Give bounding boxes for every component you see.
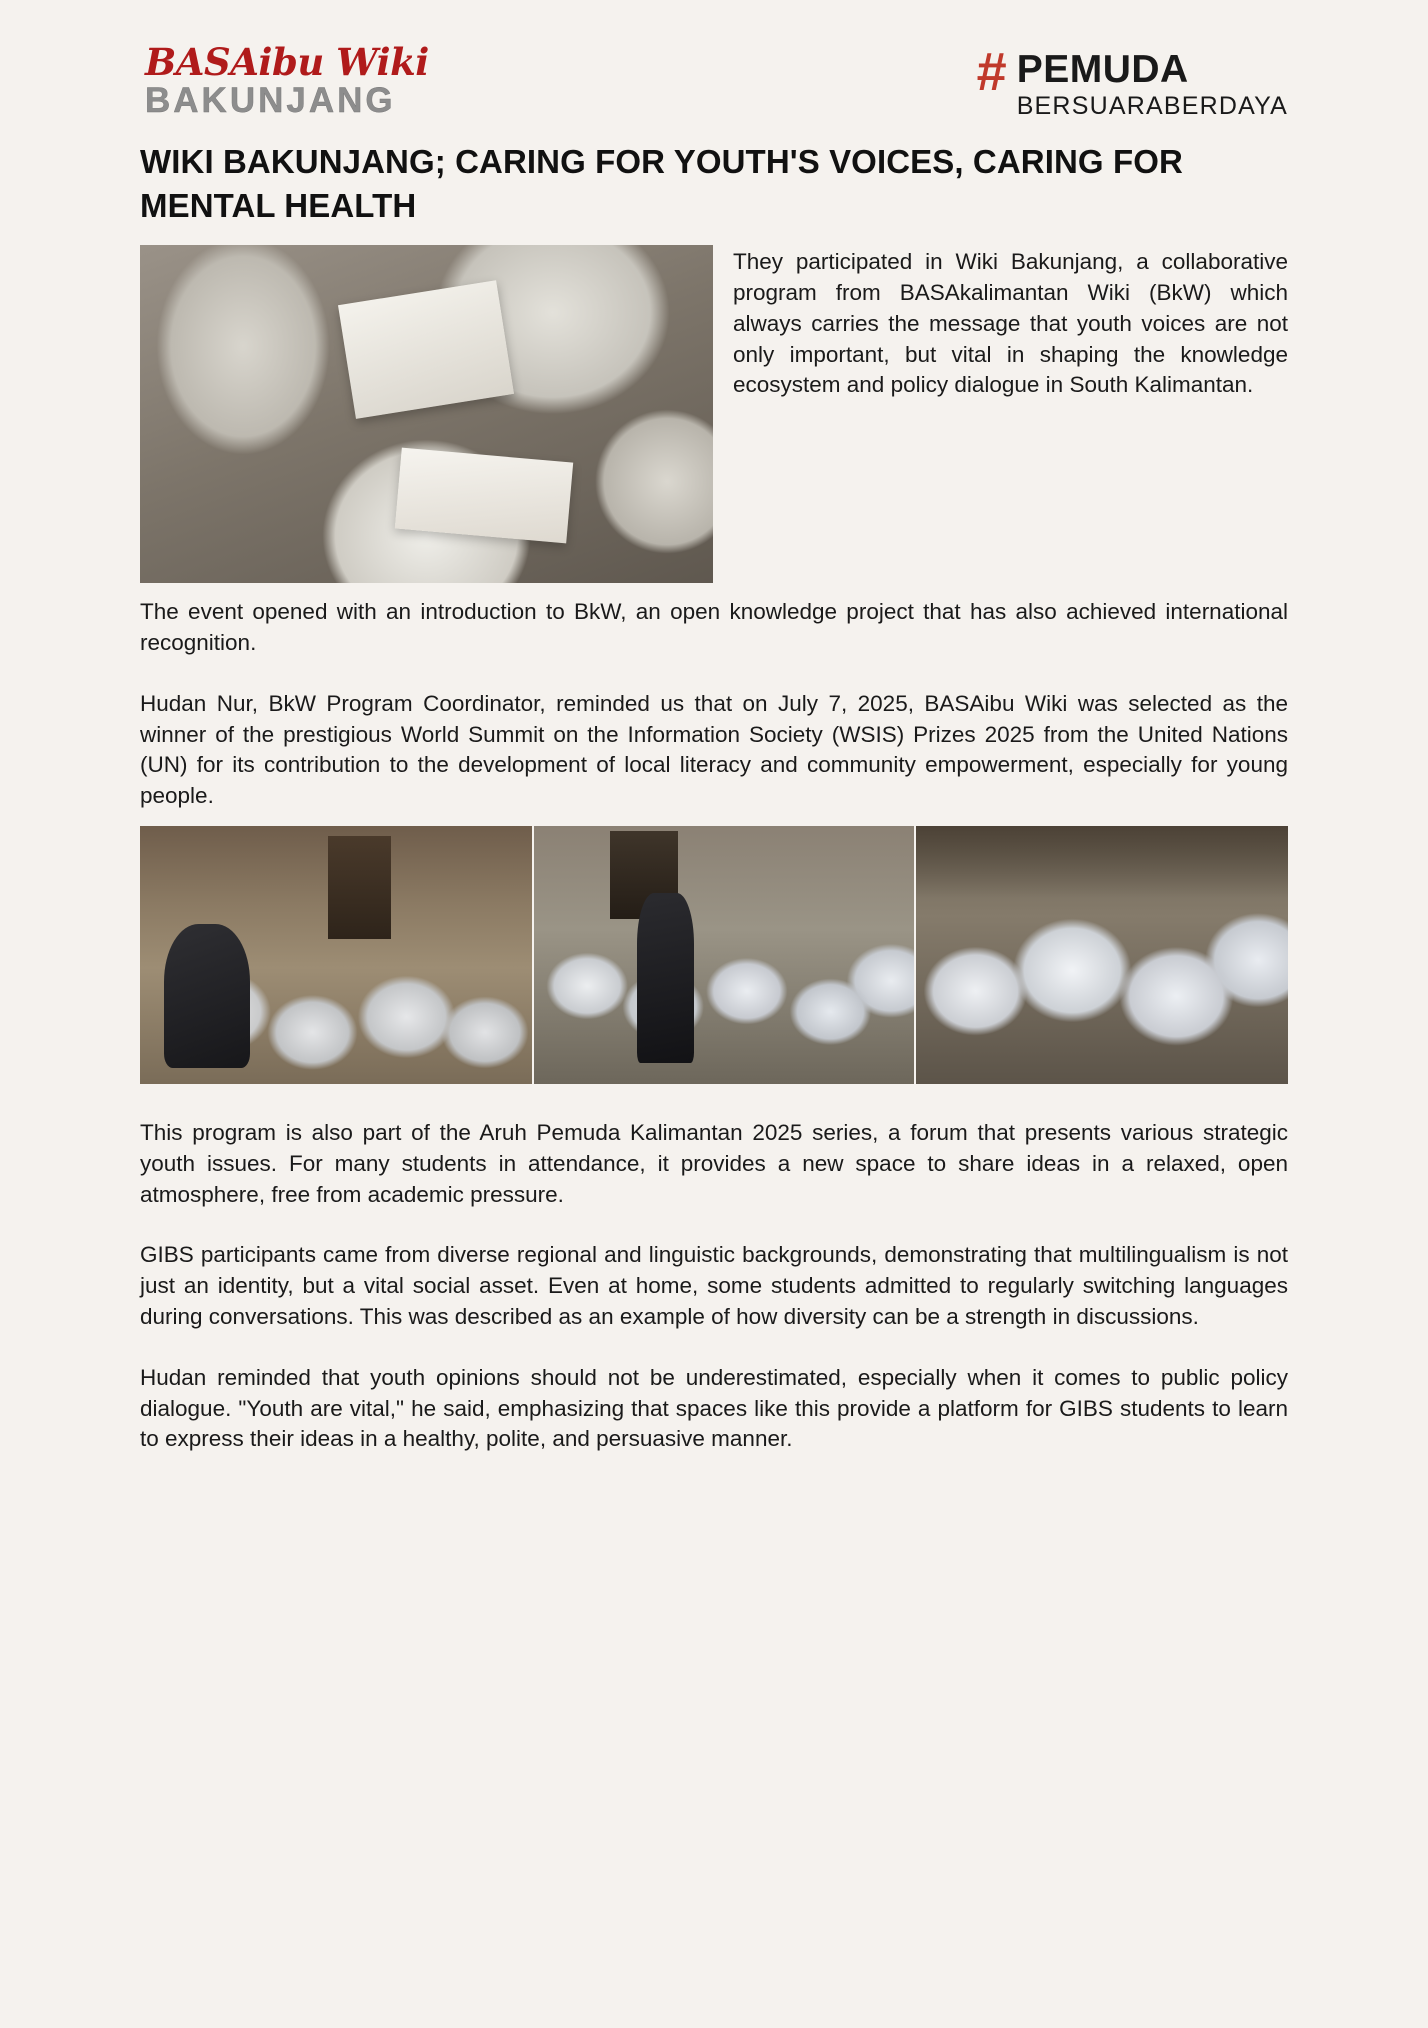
spacer (140, 1210, 1288, 1240)
paragraph-3: This program is also part of the Aruh Pemuda Kalimantan 2025 series, a forum that presents various strategic youth issues. For many students in attendance, it provides a new space to share ideas in a relaxed, open atmosphere, free from academic pressure. (140, 1119, 1288, 1207)
pemuda-campaign-logo (977, 0, 1288, 119)
student-speaking-with-microphone-photo (916, 826, 1288, 1084)
basaibu-wiki-logo (140, 0, 429, 120)
campaign-title: PEMUDA (1016, 48, 1189, 91)
students-seated-discussion-photo (140, 826, 532, 1084)
spacer (140, 659, 1288, 689)
students-writing-notes-photo (140, 245, 713, 583)
page-title: WIKI BAKUNJANG; CARING FOR YOUTH'S VOICES, CARING FOR MENTAL HEALTH (140, 143, 1183, 224)
intro-section (140, 245, 1288, 583)
logo-line-primary: BASAibu Wiki (145, 40, 429, 84)
spacer (140, 1333, 1288, 1363)
paragraph-2: Hudan Nur, BkW Program Coordinator, reminded us that on July 7, 2025, BASAibu Wiki was selected as the winner of the prestigious World Summit on the Information Society (WSIS) Prizes 2025 from the United Nations (UN) for its contribution to the development of local literacy and community empowerment, especially for young people. (140, 690, 1288, 809)
spacer (140, 1084, 1288, 1118)
hashtag-icon: # (976, 42, 1007, 102)
spacer (140, 812, 1288, 826)
paragraph-5: Hudan reminded that youth opinions should not be underestimated, especially when it comes to public policy dialogue. "Youth are vital," he said, emphasizing that spaces like this provide a platform for GIBS students to learn to express their ideas in a healthy, polite, and persuasive manner. (140, 1364, 1288, 1452)
photo-strip (140, 826, 1288, 1084)
spacer (140, 583, 1288, 597)
paragraph-4: GIBS participants came from diverse regional and linguistic backgrounds, demonstrating that multilingualism is not just an identity, but a vital social asset. Even at home, some students admitted to regularly switching languages during conversations. This was described as an example of how diversity can be a strength in discussions. (140, 1242, 1288, 1330)
logo-line-secondary: BAKUNJANG (145, 81, 396, 120)
speaker-addressing-students-photo (534, 826, 914, 1084)
page-header (140, 0, 1288, 128)
paragraph-1: The event opened with an introduction to BkW, an open knowledge project that has also achieved international recognition. (140, 599, 1288, 655)
campaign-text-block (1017, 50, 1288, 119)
intro-paragraph: They participated in Wiki Bakunjang, a collaborative program from BASAkalimantan Wiki (BkW) which always carries the message that youth voices are not only important, but vital in shaping the knowledge ecosystem and policy dialogue in South Kalimantan. (733, 249, 1288, 398)
campaign-subtitle: BERSUARABERDAYA (1016, 92, 1288, 120)
